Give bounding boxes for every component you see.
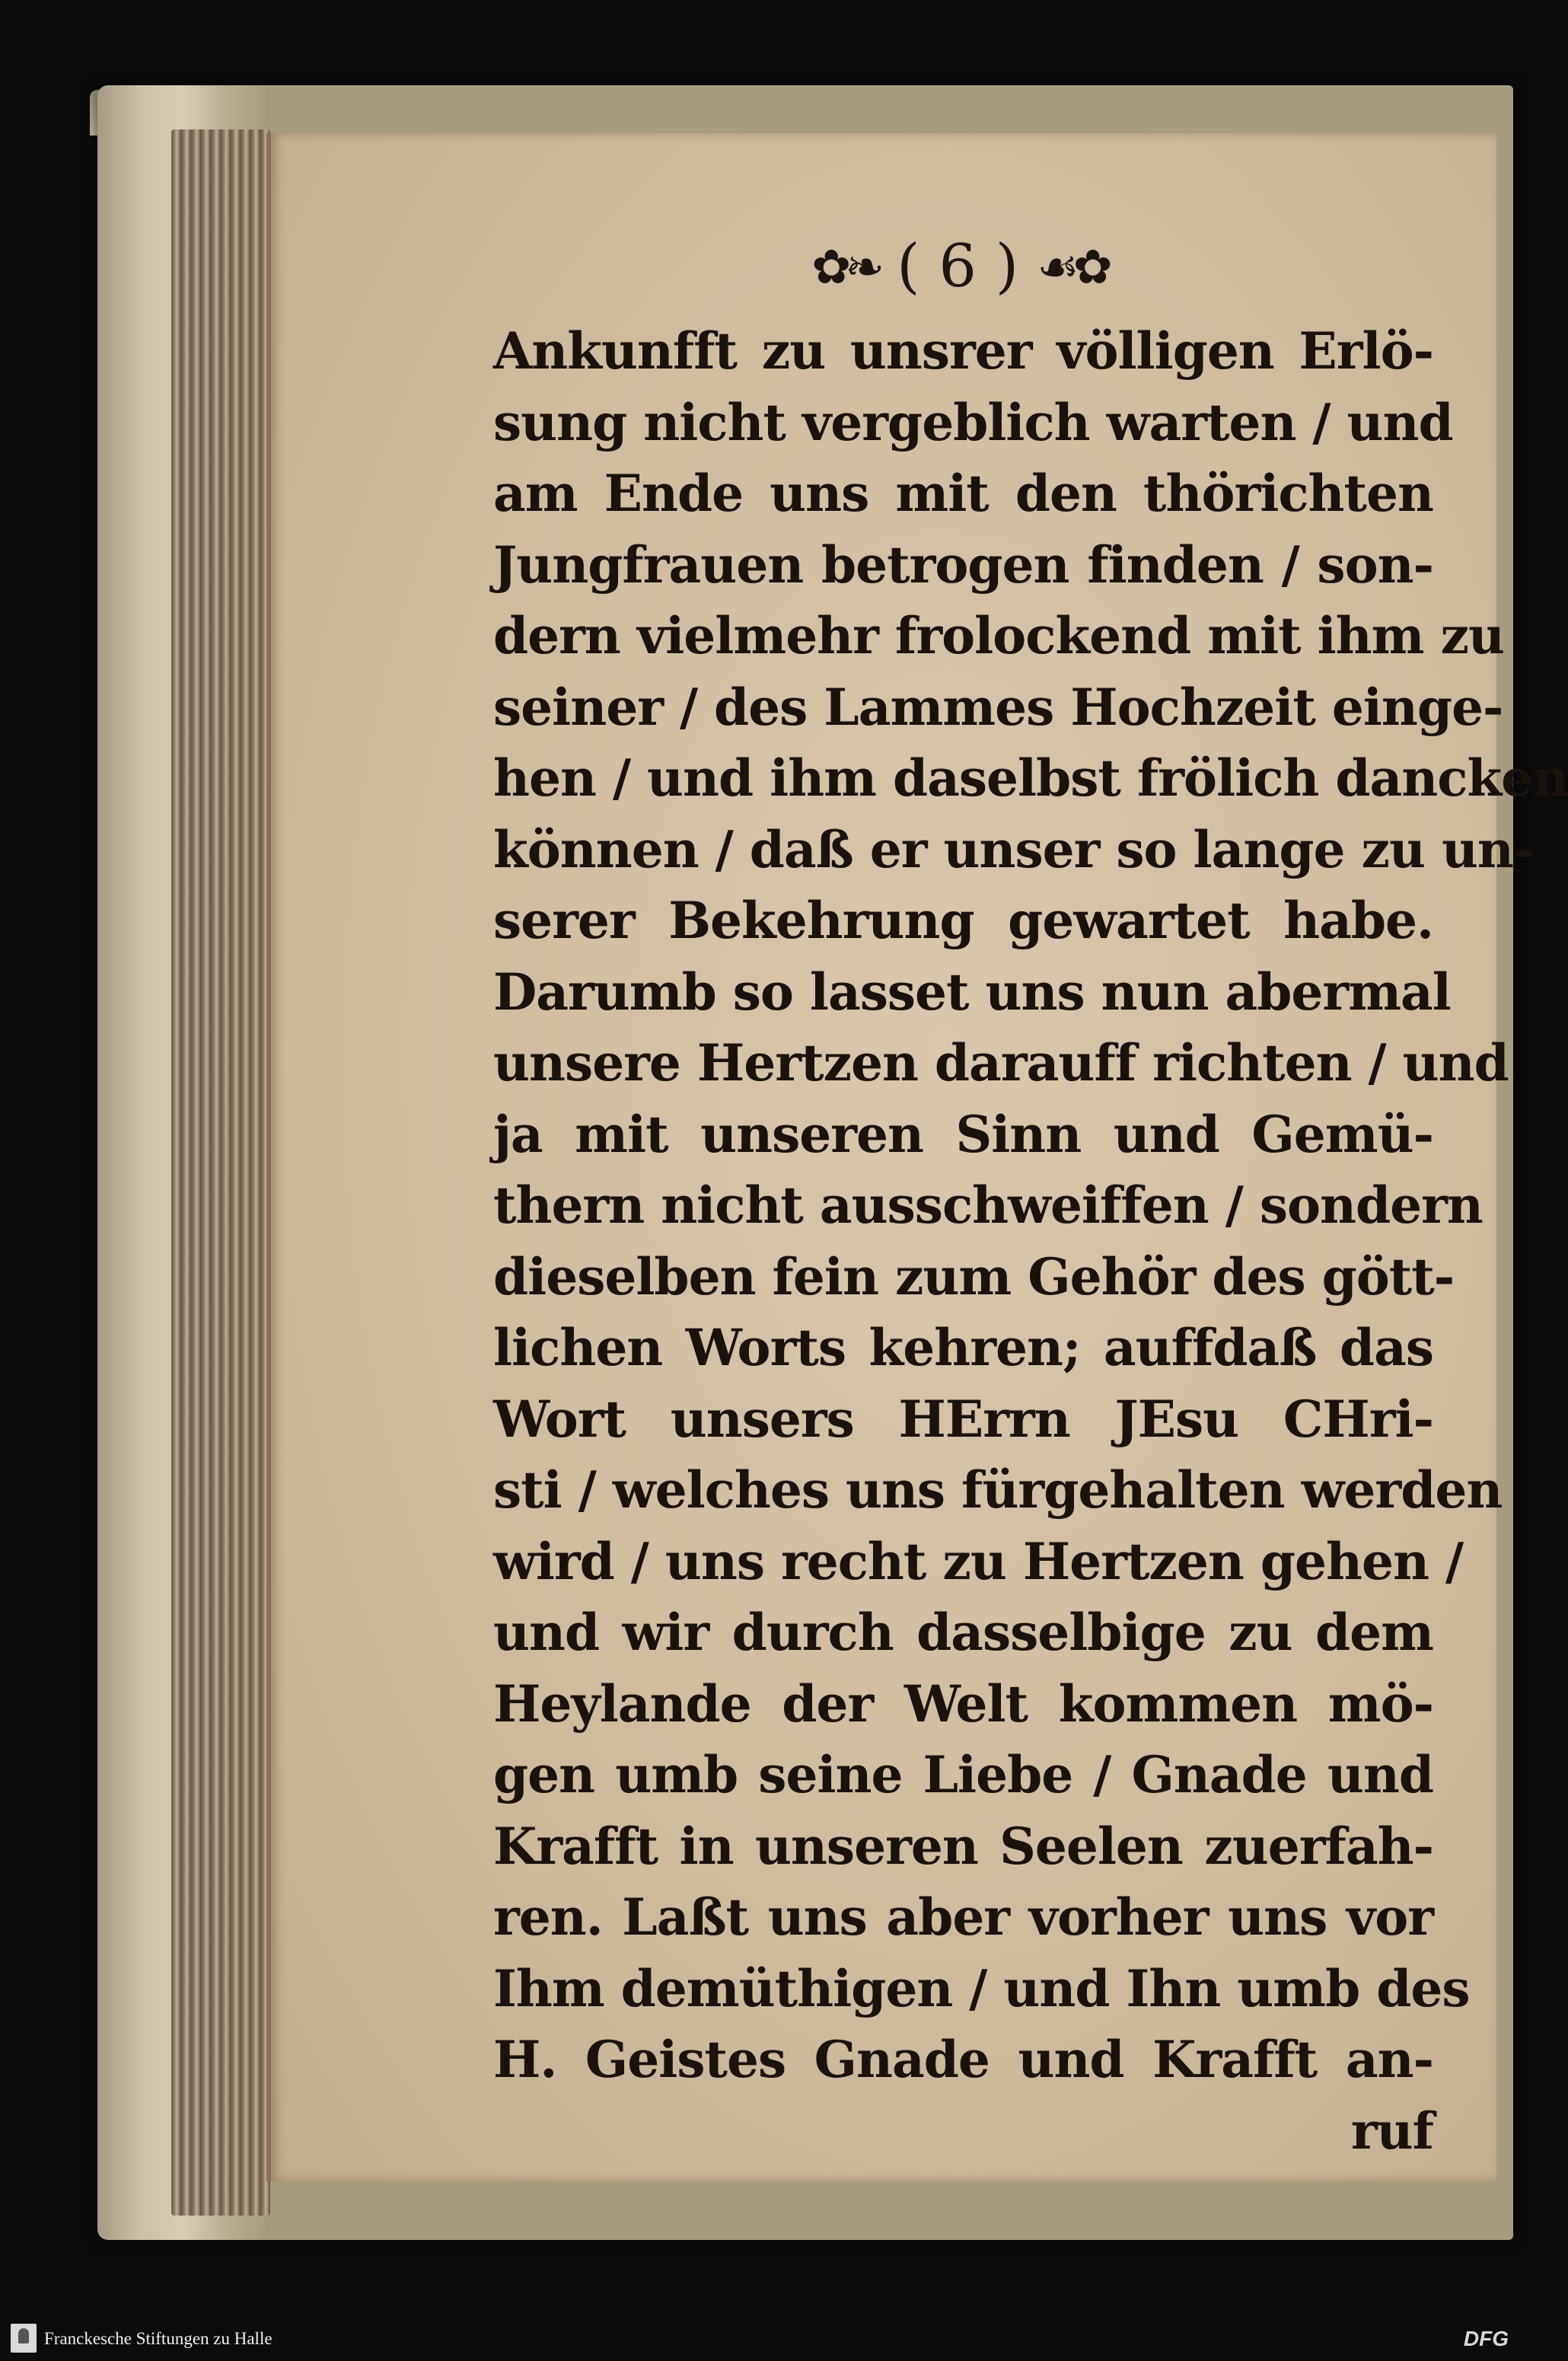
text-line: ren. Laßt uns aber vorher uns vor bbox=[493, 1887, 1433, 1947]
page-header bbox=[731, 228, 1187, 305]
text-line: lichen Worts kehren; auffdaß das bbox=[493, 1318, 1433, 1377]
page-edges bbox=[171, 129, 270, 2216]
text-line: können / daß er unser so lange zu un- bbox=[493, 819, 1534, 879]
text-line: dern vielmehr frolockend mit ihm zu bbox=[493, 606, 1504, 665]
ornament-right-icon: ☙✿ bbox=[1037, 238, 1107, 295]
text-line: thern nicht ausschweiffen / sondern bbox=[493, 1176, 1483, 1235]
page-number: ( 6 ) bbox=[897, 232, 1019, 301]
text-line: Krafft in unseren Seelen zuerfah- bbox=[493, 1816, 1433, 1876]
text-line: Jungfrauen betrogen finden / son- bbox=[493, 534, 1433, 595]
text-line: dieselben fein zum Gehör des gött- bbox=[493, 1246, 1455, 1307]
text-line: Wort unsers HErrn JEsu CHri- bbox=[493, 1389, 1433, 1449]
text-line: serer Bekehrung gewartet habe. bbox=[493, 891, 1433, 950]
text-lines bbox=[493, 316, 1568, 2167]
text-line: sti / welches uns fürgehalten werden bbox=[493, 1460, 1503, 1520]
text-line: gen umb seine Liebe / Gnade und bbox=[493, 1745, 1433, 1804]
text-line: hen / und ihm daselbst frölich dancken bbox=[493, 748, 1568, 808]
dfg-logo: DFG bbox=[1463, 2327, 1509, 2350]
text-line: Ihm demüthigen / und Ihn umb des bbox=[493, 1958, 1470, 2018]
text-line: am Ende uns mit den thörichten bbox=[493, 464, 1433, 523]
ornament-left-icon: ✿❧ bbox=[811, 238, 879, 295]
text-line: wird / uns recht zu Hertzen gehen / bbox=[493, 1531, 1464, 1591]
catchword: ruf bbox=[1350, 2101, 1433, 2161]
institution-logo-icon bbox=[11, 2324, 37, 2353]
text-line: H. Geistes Gnade und Krafft an- bbox=[493, 2030, 1433, 2089]
text-line: Heylande der Welt kommen mö- bbox=[493, 1673, 1433, 1734]
text-line: seiner / des Lammes Hochzeit einge- bbox=[493, 677, 1503, 737]
text-line: ja mit unseren Sinn und Gemü- bbox=[493, 1104, 1433, 1164]
text-line: Ankunfft zu unsrer völligen Erlö- bbox=[493, 321, 1433, 381]
text-line: und wir durch dasselbige zu dem bbox=[493, 1603, 1433, 1662]
text-line: Darumb so lasset uns nun abermal bbox=[493, 962, 1451, 1022]
text-line: sung nicht vergeblich warten / und bbox=[493, 392, 1453, 452]
institution-name: Franckesche Stiftungen zu Halle bbox=[44, 2329, 272, 2348]
text-line: unsere Hertzen darauff richten / und bbox=[493, 1033, 1509, 1093]
